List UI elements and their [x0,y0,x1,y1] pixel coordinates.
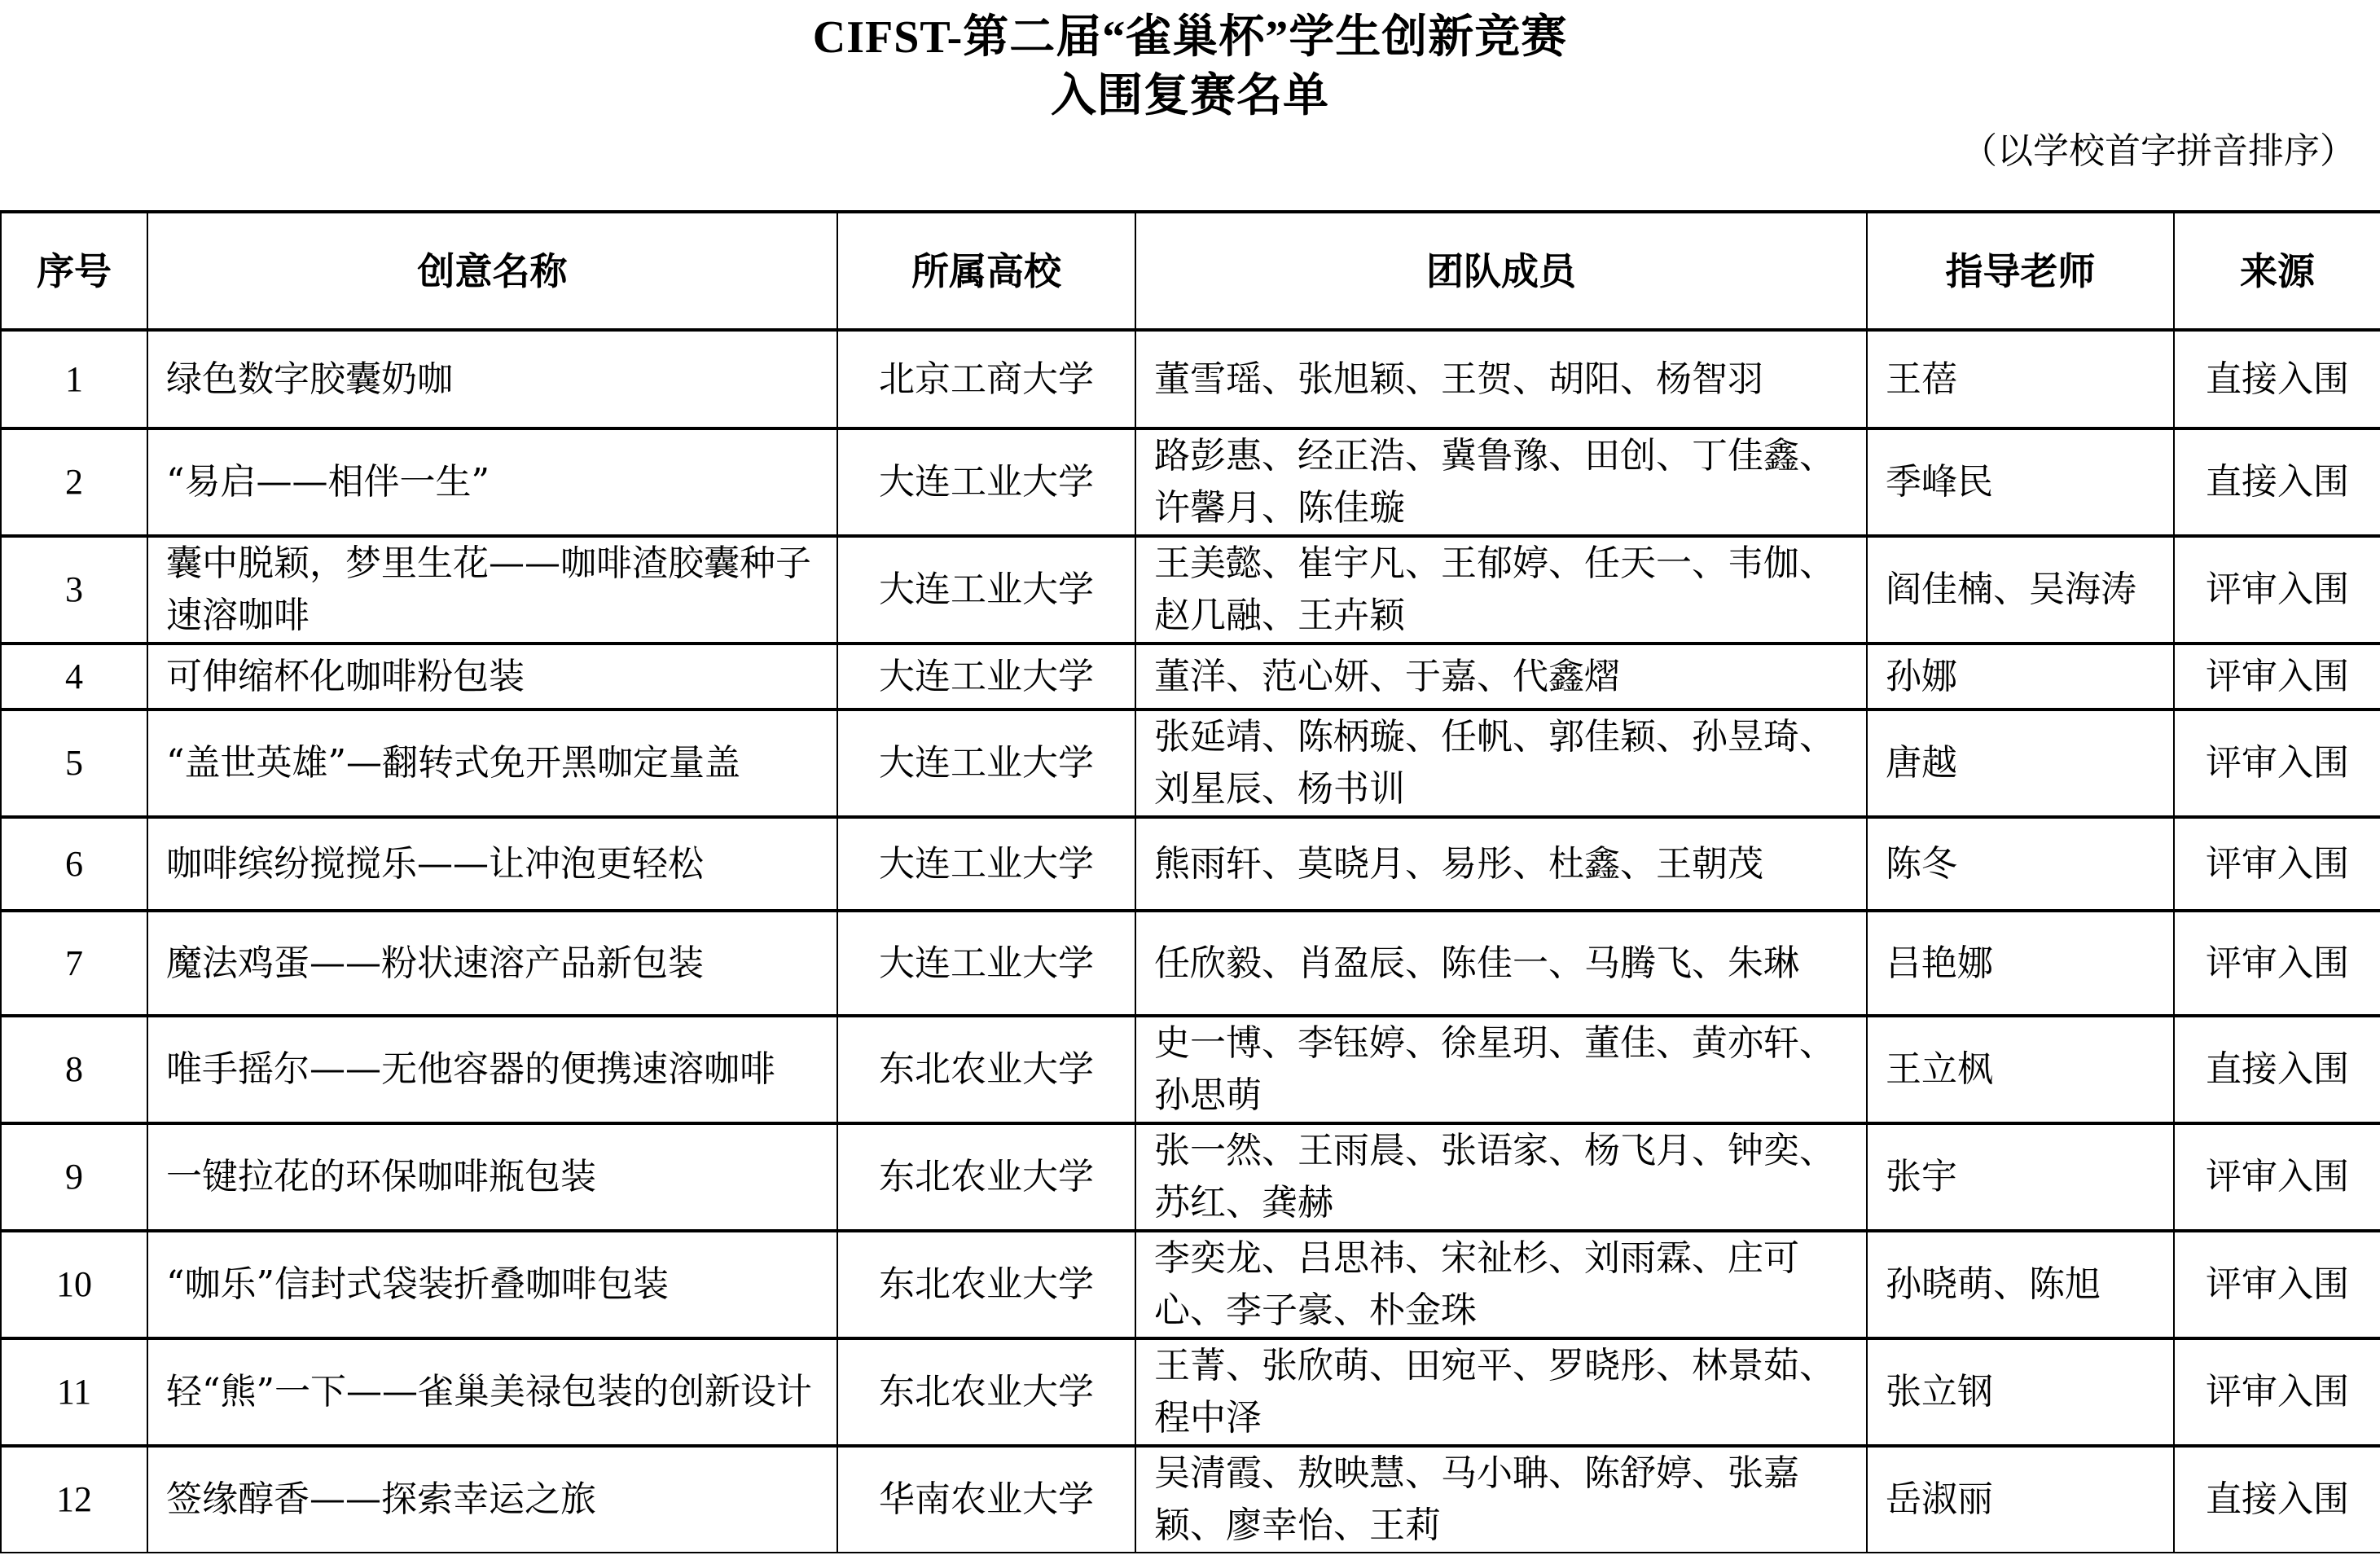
cell-source: 直接入围 [2174,330,2380,428]
cell-idea: 魔法鸡蛋——粉状速溶产品新包装 [147,911,837,1016]
table-row [1,1446,2380,1553]
cell-no: 5 [1,710,147,817]
table-row [1,330,2380,428]
cell-school: 大连工业大学 [837,911,1135,1016]
cell-no: 8 [1,1016,147,1123]
cell-team: 王菁、张欣萌、田宛平、罗晓彤、林景茹、程中泽 [1135,1338,1867,1446]
cell-no: 3 [1,536,147,644]
cell-school: 大连工业大学 [837,644,1135,710]
cell-idea: 囊中脱颖，梦里生花——咖啡渣胶囊种子速溶咖啡 [147,536,837,644]
cell-no: 9 [1,1123,147,1231]
table-row [1,817,2380,911]
cell-idea: 签缘醇香——探索幸运之旅 [147,1446,837,1553]
cell-advisor: 孙晓萌、陈旭 [1867,1231,2174,1338]
table-row [1,644,2380,710]
cell-team: 吴清霞、敖映慧、马小聃、陈舒婷、张嘉颖、廖幸怡、王莉 [1135,1446,1867,1553]
cell-school: 东北农业大学 [837,1123,1135,1231]
header-no: 序号 [1,212,147,330]
cell-no: 10 [1,1231,147,1338]
cell-no: 12 [1,1446,147,1553]
cell-source: 直接入围 [2174,428,2380,536]
cell-source: 评审入围 [2174,911,2380,1016]
cell-advisor: 张宇 [1867,1123,2174,1231]
cell-advisor: 唐越 [1867,710,2174,817]
cell-source: 评审入围 [2174,1338,2380,1446]
header-source: 来源 [2174,212,2380,330]
cell-no: 11 [1,1338,147,1446]
cell-no: 7 [1,911,147,1016]
table-row [1,1016,2380,1123]
cell-school: 东北农业大学 [837,1016,1135,1123]
cell-idea: 唯手摇尔——无他容器的便携速溶咖啡 [147,1016,837,1123]
cell-idea: 一键拉花的环保咖啡瓶包装 [147,1123,837,1231]
table-row [1,1338,2380,1446]
cell-school: 大连工业大学 [837,710,1135,817]
cell-team: 史一博、李钰婷、徐星玥、董佳、黄亦轩、孙思萌 [1135,1016,1867,1123]
table-row [1,710,2380,817]
cell-team: 路彭惠、经正浩、冀鲁豫、田创、丁佳鑫、许馨月、陈佳璇 [1135,428,1867,536]
cell-idea: 可伸缩杯化咖啡粉包装 [147,644,837,710]
cell-team: 王美懿、崔宇凡、王郁婷、任天一、韦伽、赵几融、王卉颖 [1135,536,1867,644]
cell-advisor: 张立钢 [1867,1338,2174,1446]
document-title: CIFST-第二届“雀巢杯”学生创新竞赛 [812,12,1568,63]
cell-source: 评审入围 [2174,1123,2380,1231]
cell-advisor: 王立枫 [1867,1016,2174,1123]
table-row [1,1123,2380,1231]
table-row [1,536,2380,644]
table-row [1,1231,2380,1338]
cell-source: 评审入围 [2174,1231,2380,1338]
cell-team: 张一然、王雨晨、张语家、杨飞月、钟奕、苏红、龚赫 [1135,1123,1867,1231]
cell-source: 直接入围 [2174,1446,2380,1553]
cell-idea: “易启——相伴一生” [147,428,837,536]
cell-school: 大连工业大学 [837,536,1135,644]
cell-team: 董洋、范心妍、于嘉、代鑫熠 [1135,644,1867,710]
table-row [1,428,2380,536]
cell-advisor: 阎佳楠、吴海涛 [1867,536,2174,644]
cell-source: 评审入围 [2174,710,2380,817]
cell-school: 大连工业大学 [837,428,1135,536]
cell-idea: 绿色数字胶囊奶咖 [147,330,837,428]
cell-advisor: 王蓓 [1867,330,2174,428]
cell-school: 北京工商大学 [837,330,1135,428]
cell-no: 4 [1,644,147,710]
cell-advisor: 孙娜 [1867,644,2174,710]
cell-team: 李奕龙、吕思祎、宋祉杉、刘雨霖、庄可心、李子豪、朴金珠 [1135,1231,1867,1338]
cell-team: 任欣毅、肖盈辰、陈佳一、马腾飞、朱琳 [1135,911,1867,1016]
header-idea: 创意名称 [147,212,837,330]
cell-advisor: 岳淑丽 [1867,1446,2174,1553]
cell-team: 董雪瑶、张旭颖、王贺、胡阳、杨智羽 [1135,330,1867,428]
cell-idea: 轻“熊”一下——雀巢美禄包装的创新设计 [147,1338,837,1446]
cell-team: 熊雨轩、莫晓月、易彤、杜鑫、王朝茂 [1135,817,1867,911]
cell-team: 张延靖、陈柄璇、任帆、郭佳颖、孙昱琦、刘星辰、杨书训 [1135,710,1867,817]
cell-no: 2 [1,428,147,536]
cell-advisor: 吕艳娜 [1867,911,2174,1016]
cell-advisor: 季峰民 [1867,428,2174,536]
cell-school: 东北农业大学 [837,1231,1135,1338]
sort-note: （以学校首字拼音排序） [1961,130,2356,172]
cell-school: 华南农业大学 [837,1446,1135,1553]
cell-source: 直接入围 [2174,1016,2380,1123]
header-advisor: 指导老师 [1867,212,2174,330]
cell-no: 1 [1,330,147,428]
cell-source: 评审入围 [2174,817,2380,911]
table-row [1,911,2380,1016]
table-header-row [1,212,2380,330]
cell-idea: “盖世英雄”—翻转式免开黑咖定量盖 [147,710,837,817]
cell-school: 大连工业大学 [837,817,1135,911]
finalist-table [0,210,2380,1553]
cell-idea: 咖啡缤纷搅搅乐——让冲泡更轻松 [147,817,837,911]
header-team: 团队成员 [1135,212,1867,330]
cell-source: 评审入围 [2174,644,2380,710]
cell-advisor: 陈冬 [1867,817,2174,911]
cell-school: 东北农业大学 [837,1338,1135,1446]
document-subtitle: 入围复赛名单 [1051,71,1329,121]
cell-source: 评审入围 [2174,536,2380,644]
cell-idea: “咖乐”信封式袋装折叠咖啡包装 [147,1231,837,1338]
header-school: 所属高校 [837,212,1135,330]
cell-no: 6 [1,817,147,911]
